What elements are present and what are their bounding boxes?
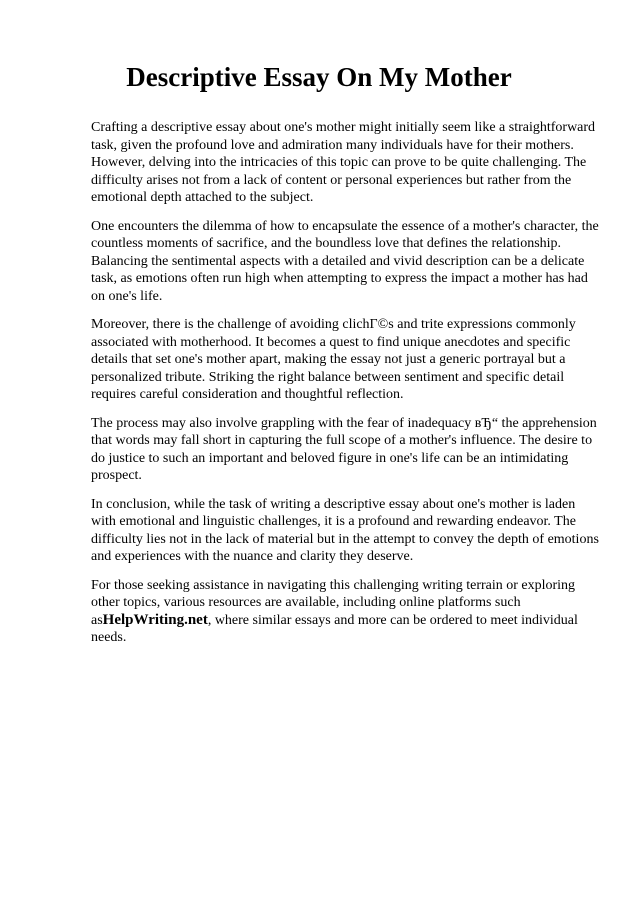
paragraph-6 xyxy=(91,577,601,647)
paragraph-4: The process may also involve grappling with the fear of inadequacy вЂ“ the apprehension that words may fall short in capturing the full scope of a mother's influence. The desire to do justice to such an important and beloved figure in one's life can be an intimidating prospect. xyxy=(91,415,597,483)
paragraph-2: One encounters the dilemma of how to encapsulate the essence of a mother's character, the countless moments of sacrifice, and the boundless love that defines the relationship. Balancing the sentimental aspects with a detailed and vivid description can be a delicate task, as emotions often run high when attempting to express the impact a mother has had on one's life. xyxy=(91,218,599,304)
document-title: Descriptive Essay On My Mother xyxy=(126,62,512,92)
paragraph-1: Crafting a descriptive essay about one's mother might initially seem like a straightforward task, given the profound love and admiration many individuals have for their mothers. However, delving into the intricacies of this topic can prove to be quite challenging. The difficulty arises not from a lack of content or personal experiences but rather from the emotional depth attached to the subject. xyxy=(91,120,596,205)
essay-body xyxy=(91,119,601,658)
paragraph-6-tail: , where similar essays and more can be ordered to meet individual needs. xyxy=(91,612,578,645)
paragraph-6-lead: For those seeking assistance in navigating this challenging writing terrain or exploring other topics, various resources are available, including online platforms such as xyxy=(91,577,576,628)
brand-name: HelpWriting.net xyxy=(102,611,208,628)
paragraph-5: In conclusion, while the task of writing a descriptive essay about one's mother is laden with emotional and linguistic challenges, it is a profound and rewarding endeavor. The difficulty lies not in the lack of material but in the attempt to convey the depth of emotions and experiences with the nuance and clarity they deserve. xyxy=(91,496,599,564)
paragraph-3: Moreover, there is the challenge of avoiding clichГ©s and trite expressions commonly associated with motherhood. It becomes a quest to find unique anecdotes and specific details that set one's mother apart, making the essay not just a generic portrayal but a personalized tribute. Striking the right balance between sentiment and specific detail requires careful consideration and thoughtful reflection. xyxy=(91,317,576,402)
